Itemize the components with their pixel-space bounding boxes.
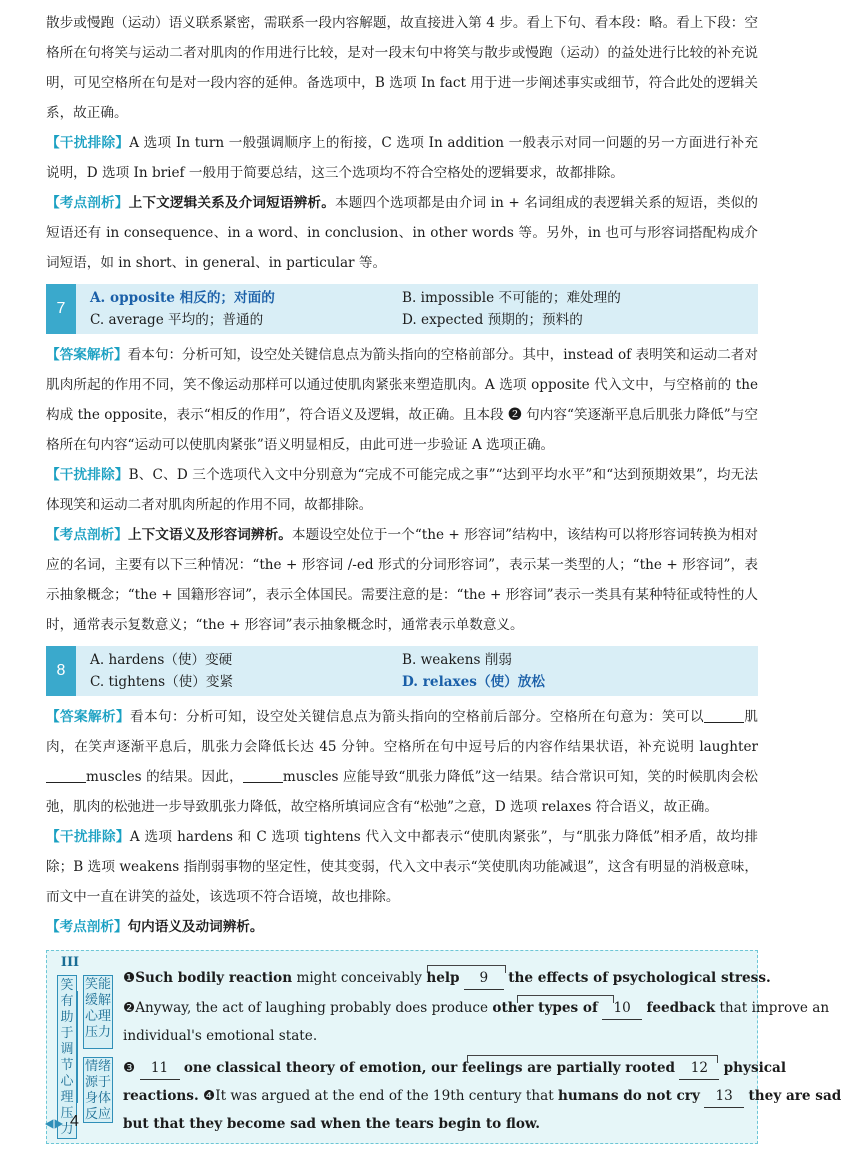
sub-topic-1-label: 笑能缓解心理压力 xyxy=(85,977,112,1040)
arrow-tick xyxy=(467,1055,468,1063)
point-tag: 【考点剖析】 xyxy=(46,195,129,211)
sentence-2-text-c: feedback xyxy=(646,1000,716,1016)
q6-distract-paragraph xyxy=(46,128,758,188)
sentence-1-object: the effects of psychological stress. xyxy=(508,970,771,986)
answer-tag: 【答案解析】 xyxy=(46,709,130,725)
point-tag: 【考点剖析】 xyxy=(46,527,128,543)
sentence-1-subject: Such bodily reaction xyxy=(135,970,293,986)
sentence-4-text-d: but that they become sad when the tears begin to flow. xyxy=(123,1116,540,1132)
sentence-3-text-c: reactions. xyxy=(123,1088,199,1104)
q7-option-d: D. expected 预期的；预料的 xyxy=(402,312,583,328)
distract-tag: 【干扰排除】 xyxy=(46,829,130,845)
arrow-tick xyxy=(505,965,506,973)
q7-point-text: 本题设空处位于一个“the + 形容词”结构中，该结构可以将形容词转换为相对应的名词，主要有以下三种情况：“the + 形容词 /-ed 形式的分词形容词”，表示某一类型的人；“the + 形容词”，表示抽象概念；“the + 国籍形容词”，表示全体国民。需要注意的是：“the + 形容词”表示一类具有某种特征或特性的人时，通常表示复数意义；“the + 形容词”表示抽象概念时，通常表示单数意义。 xyxy=(46,527,759,633)
sentence-4-text-b: humans do not cry xyxy=(558,1088,700,1104)
q7-answer-text: 看本句：分析可知，设空处关键信息点为箭头指向的空格前部分。其中，instead of 表明笑和运动二者对肌肉所起的作用不同，笑不像运动那样可以通过使肌肉紧张来塑造肌肉。A 选项 opposite 代入文中，与空格前的 the 构成 the opposite，表示“相反的作用”，符合语义及逻辑，故正确。且本段 ❷ 句内容“笑逐渐平息后肌张力降低”与空格所在句内容“运动可以使肌肉紧张”语义明显相反，由此可进一步验证 A 选项正确。 xyxy=(46,347,759,453)
q6-point-title: 上下文逻辑关系及介词短语辨析。 xyxy=(128,195,335,211)
sentence-1-number: ❶ xyxy=(123,970,136,986)
q6-point-text: 本题四个选项都是由介词 in + 名词组成的表逻辑关系的短语，类似的短语还有 in consequence、in a word、in conclusion、in other words 等。另外，in 也可与形容词搭配构成介词短语，如 in short、in general、in particular 等。 xyxy=(46,195,758,271)
sentence-2-text-b: other types of xyxy=(492,1000,598,1016)
q8-option-a: A. hardens（使）变硬 xyxy=(90,652,233,668)
q7-distract-text: B、C、D 三个选项代入文中分别意为“完成不可能完成之事”“达到平均水平”和“达到预期效果”，均无法体现笑和运动二者对肌肉所起的作用不同，故都排除。 xyxy=(46,467,758,513)
blank-13[interactable]: 13 xyxy=(704,1085,744,1108)
q8-point-paragraph xyxy=(46,912,758,942)
page-number: 4 xyxy=(70,1113,79,1130)
sentence-4-continued xyxy=(123,1113,540,1135)
q8-answer-paragraph xyxy=(46,702,758,822)
arrow-tick xyxy=(613,995,614,1003)
sentence-4-text-a: It was argued at the end of the 19th century that xyxy=(215,1088,554,1104)
q7-point-title: 上下文语义及形容词辨析。 xyxy=(127,527,292,543)
sentence-3-number: ❸ xyxy=(123,1060,136,1076)
sentence-2-number: ❷ xyxy=(123,1000,136,1016)
sentence-2 xyxy=(123,997,829,1020)
page-content xyxy=(46,8,841,1144)
arrow-line-10 xyxy=(517,995,613,996)
connector-line xyxy=(77,991,78,1103)
sentence-3-text-a: one classical theory of emotion, our feelings are partially rooted xyxy=(183,1060,676,1076)
q7-answer-paragraph xyxy=(46,340,758,460)
sentence-3 xyxy=(123,1057,786,1080)
sentence-4-text-c: they are sad xyxy=(748,1088,841,1104)
sentence-3-text-b: physical xyxy=(723,1060,787,1076)
sentence-2-text-d: that improve an xyxy=(719,1000,830,1016)
q7-number: 7 xyxy=(46,284,76,334)
q7-distract-paragraph xyxy=(46,460,758,520)
q8-answer-text-3: muscles 的结果。因此， xyxy=(86,769,243,785)
point-tag: 【考点剖析】 xyxy=(46,919,128,935)
q8-point-title: 句内语义及动词辨析。 xyxy=(127,919,264,935)
q8-answer-text-4: muscles 应能导致“肌张力降低”这一结果。结合常识可知，笑的时候肌肉会松弛，肌肉的松弛进一步导致肌张力降低，故空格所填词应含有“松弛”之意，D 选项 relaxes 符合语义，故正确。 xyxy=(46,769,758,815)
inline-blank xyxy=(243,767,283,783)
q8-distract-text: A 选项 hardens 和 C 选项 tightens 代入文中都表示“使肌肉紧张”，与“肌张力降低”相矛盾，故均排除；B 选项 weakens 指削弱事物的坚定性，使其变弱，代入文中表示“笑使肌肉功能减退”，这含有明显的消极意味，而文中一直在讲笑的益处，该选项不符合语境，故也排除。 xyxy=(46,829,759,905)
q7-option-c: C. average 平均的；普通的 xyxy=(90,312,264,328)
q8-option-c: C. tightens（使）变紧 xyxy=(90,674,234,690)
arrow-tick xyxy=(717,1055,718,1063)
q8-answer-text-2: 肌肉，在笑声逐渐平息后，肌张力会降低长达 45 分钟。空格所在句中逗号后的内容作结果状语，补充说明 laughter xyxy=(46,709,758,755)
sentence-1-verb: help xyxy=(426,970,460,986)
main-topic-label: 笑有助于调节心理压力 xyxy=(60,978,74,1137)
arrow-tick xyxy=(517,995,518,1003)
sentence-2-continued: individual's emotional state. xyxy=(123,1028,318,1044)
q7-option-b: B. impossible 不可能的；难处理的 xyxy=(402,290,621,306)
sub-topic-2-label: 情绪源于身体反应 xyxy=(85,1059,112,1122)
arrow-tick xyxy=(427,965,428,973)
q8-distract-paragraph xyxy=(46,822,758,912)
section-label: III xyxy=(60,955,80,970)
q8-number: 8 xyxy=(46,646,76,696)
q7-point-paragraph xyxy=(46,520,758,640)
q6-distract-text: A 选项 In turn 一般强调顺序上的衔接，C 选项 In addition 一般表示对同一问题的另一方面进行补充说明，D 选项 In brief 一般用于简要总结，这三个选项均不符合空格处的逻辑要求，故都排除。 xyxy=(46,135,758,181)
book-icon xyxy=(44,1118,64,1130)
blank-9[interactable]: 9 xyxy=(464,967,504,990)
distract-tag: 【干扰排除】 xyxy=(46,467,129,483)
q8-option-d: D. relaxes（使）放松 xyxy=(402,674,545,690)
blank-12[interactable]: 12 xyxy=(679,1057,719,1080)
q7-options-box xyxy=(46,284,758,334)
arrow-line-12 xyxy=(467,1055,717,1056)
q6-point-paragraph xyxy=(46,188,758,278)
sentence-2-text-a: Anyway, the act of laughing probably does produce xyxy=(135,1000,489,1016)
paragraph-structure-diagram xyxy=(46,950,841,1144)
blank-10[interactable]: 10 xyxy=(602,997,642,1020)
answer-tag: 【答案解析】 xyxy=(46,347,128,363)
q8-options-box xyxy=(46,646,758,696)
sentence-4 xyxy=(123,1085,841,1108)
distract-tag: 【干扰排除】 xyxy=(46,135,130,151)
inline-blank xyxy=(46,767,86,783)
arrow-line-9 xyxy=(427,965,505,966)
q8-answer-text-1: 看本句：分析可知，设空处关键信息点为箭头指向的空格前后部分。空格所在句意为：笑可以 xyxy=(130,709,704,725)
blank-11[interactable]: 11 xyxy=(140,1057,180,1080)
sentence-1-modal: might conceivably xyxy=(296,970,422,986)
sentence-4-number: ❹ xyxy=(203,1088,216,1104)
intro-paragraph: 散步或慢跑（运动）语义联系紧密，需联系一段内容解题，故直接进入第 4 步。看上下句、看本段：略。看上下段：空格所在句将笑与运动二者对肌肉的作用进行比较，是对一段末句中将笑与散步或慢跑（运动）的益处进行比较的补充说明，可见空格所在句是对一段内容的延伸。备选项中，B 选项 In fact 用于进一步阐述事实或细节，符合此处的逻辑关系，故正确。 xyxy=(46,15,758,121)
q8-option-b: B. weakens 削弱 xyxy=(402,652,512,668)
inline-blank xyxy=(704,707,744,723)
sentence-1 xyxy=(123,967,771,990)
q7-option-a: A. opposite 相反的；对面的 xyxy=(90,290,275,306)
